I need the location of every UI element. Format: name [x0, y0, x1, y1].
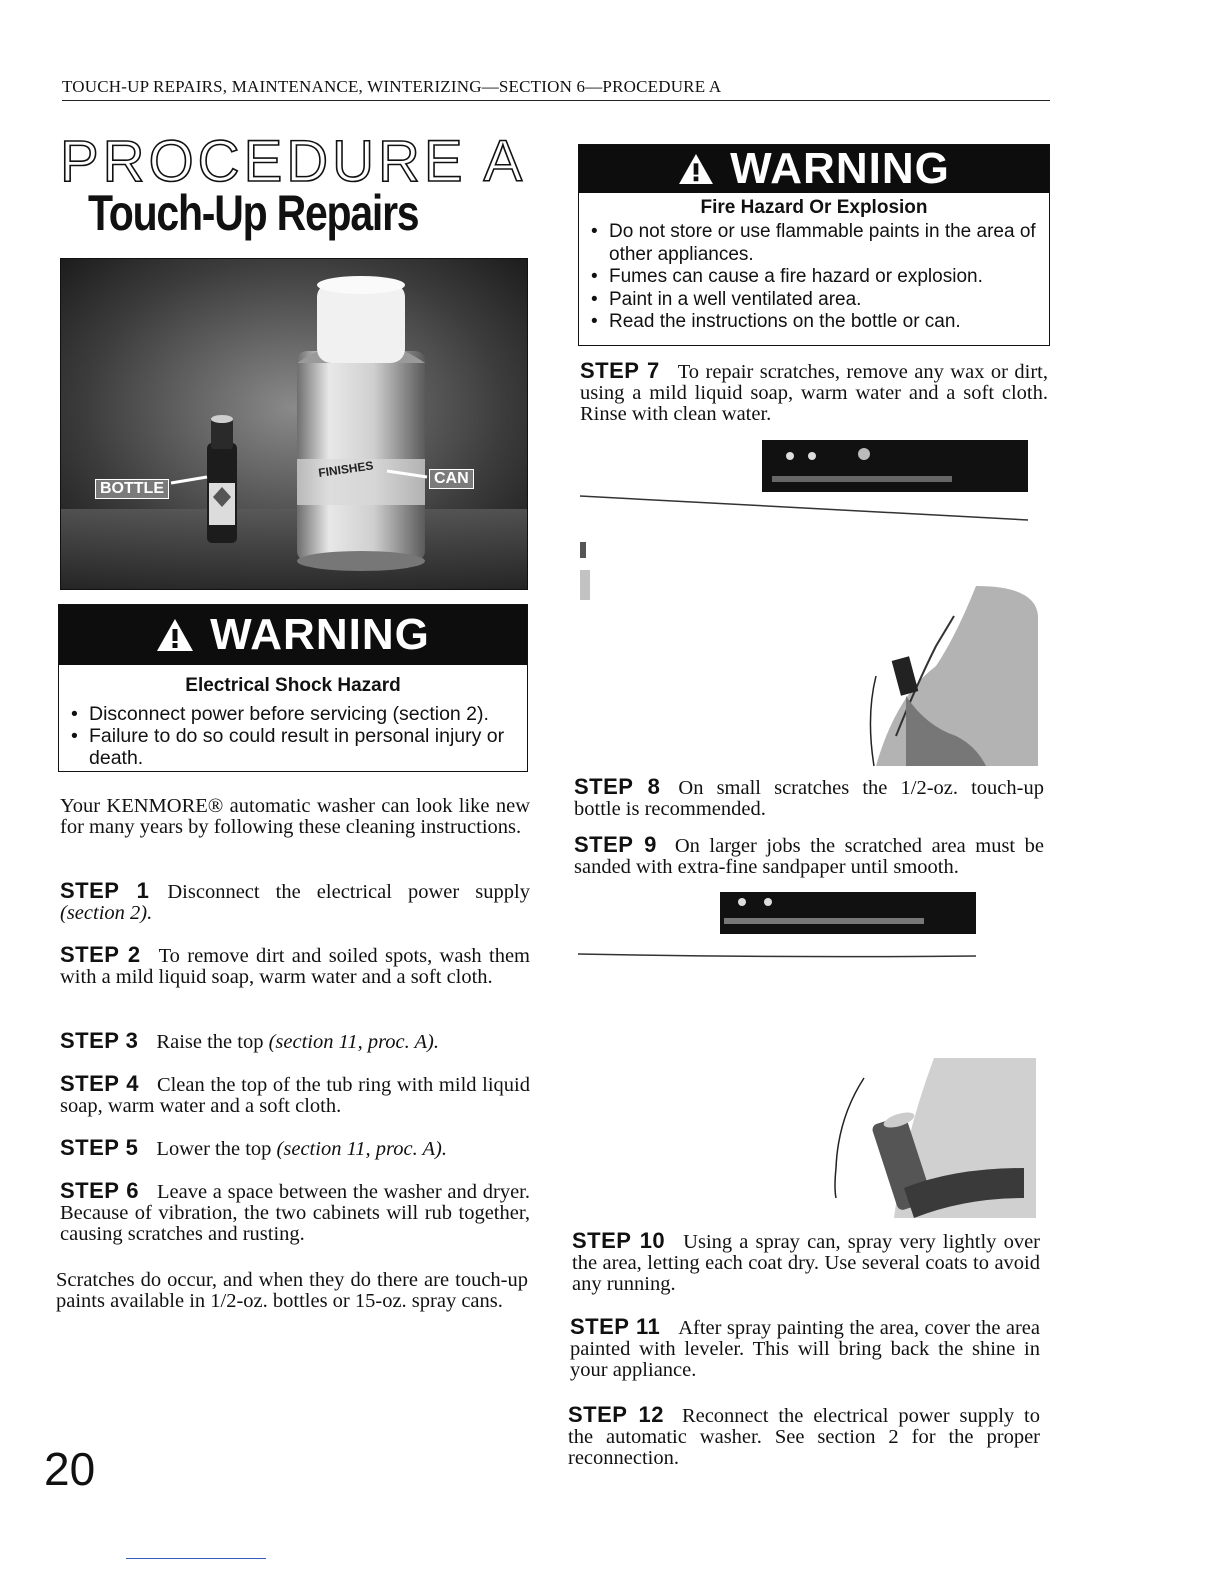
- intro-paragraph: Your KENMORE® automatic washer can look like new for many years by following these cleaning instructions.: [60, 795, 530, 838]
- running-head: TOUCH-UP REPAIRS, MAINTENANCE, WINTERIZING—SECTION 6—PROCEDURE A: [62, 76, 1050, 101]
- page-number: 20: [44, 1443, 96, 1495]
- warning-triangle-icon: [678, 153, 714, 185]
- step-label: STEP 10: [572, 1228, 666, 1253]
- warning-bullet: • Paint in a well ventilated area.: [591, 289, 1039, 312]
- warning-bullet: • Fumes can cause a fire hazard or explosion.: [591, 266, 1039, 289]
- warning-bullet: • Read the instructions on the bottle or can.: [591, 311, 1039, 334]
- warning-bullet: • Do not store or use flammable paints in the area of other appliances.: [591, 221, 1039, 266]
- step-label: STEP 11: [570, 1314, 661, 1339]
- step-text: Leave a space between the washer and dryer. Because of vibration, the two cabinets will rub together, causing scratches and rusting.: [60, 1181, 530, 1245]
- step-label: STEP 8: [574, 774, 661, 799]
- warning-heading: WARNING: [210, 610, 430, 659]
- step-label: STEP 5: [60, 1135, 139, 1160]
- step-9: [574, 834, 1044, 878]
- step-7: [580, 360, 1048, 425]
- step-5: [60, 1137, 530, 1160]
- step-reference: (section 11, proc. A).: [276, 1138, 447, 1160]
- step-3: [60, 1030, 530, 1053]
- step-8: [574, 776, 1044, 820]
- footer-rule: [126, 1558, 266, 1559]
- step-label: STEP 7: [580, 358, 660, 383]
- step-text: Disconnect the electrical power supply: [167, 881, 530, 903]
- step-2: [60, 944, 530, 988]
- procedure-label: PROCEDURE A: [60, 129, 527, 194]
- step-reference: (section 2).: [60, 902, 153, 924]
- step-1: [60, 880, 530, 924]
- step-text: Clean the top of the tub ring with mild liquid soap, warm water and a soft cloth.: [60, 1074, 530, 1117]
- step-label: STEP 4: [60, 1071, 139, 1096]
- step-label: STEP 3: [60, 1028, 139, 1053]
- warning-triangle-icon: [156, 618, 194, 652]
- fire-warning-box: [578, 144, 1050, 346]
- bottle-label: BOTTLE: [95, 479, 169, 499]
- warning-subheading: Fire Hazard Or Explosion: [700, 197, 928, 218]
- step-label: STEP 2: [60, 942, 141, 967]
- spray-can-illustration: [574, 888, 1038, 1222]
- bottle-touch-up-photo: [576, 436, 1040, 768]
- step-4: [60, 1073, 530, 1117]
- step-text: To repair scratches, remove any wax or dirt, using a mild liquid soap, warm water and a soft cloth. Rinse with clean water.: [580, 361, 1048, 425]
- step-label: STEP 6: [60, 1178, 140, 1203]
- step-text: On small scratches the 1/2-oz. touch-up bottle is recommended.: [574, 777, 1044, 820]
- step-12: [568, 1404, 1040, 1469]
- step-6: [60, 1180, 530, 1245]
- step-label: STEP 9: [574, 832, 657, 857]
- step-text: Raise the top: [156, 1031, 264, 1053]
- step-text: On larger jobs the scratched area must be sanded with extra-fine sandpaper until smooth.: [574, 835, 1044, 878]
- electrical-warning-box: [58, 604, 528, 772]
- scratches-note: Scratches do occur, and when they do there are touch-up paints available in 1/2-oz. bottles or 15-oz. spray cans.: [56, 1269, 528, 1312]
- step-text: Reconnect the electrical power supply to the automatic washer. See section 2 for the proper reconnection.: [568, 1405, 1040, 1469]
- step-text: After spray painting the area, cover the area painted with leveler. This will bring back the shine in your appliance.: [570, 1317, 1040, 1381]
- warning-bullet: • Failure to do so could result in personal injury or death.: [71, 725, 517, 769]
- warning-header: [579, 145, 1049, 193]
- warning-heading: WARNING: [730, 144, 950, 193]
- step-text: Using a spray can, spray very lightly over the area, letting each coat dry. Use several coats to avoid any running.: [572, 1231, 1040, 1295]
- step-reference: (section 11, proc. A).: [268, 1031, 440, 1053]
- warning-header: [59, 605, 527, 665]
- step-label: STEP 1: [60, 878, 150, 903]
- step-10: [572, 1230, 1040, 1295]
- step-label: STEP 12: [568, 1402, 664, 1427]
- step-text: To remove dirt and soiled spots, wash them with a mild liquid soap, warm water and a soft cloth.: [60, 945, 530, 988]
- bottle-touch-up-illustration: [576, 436, 1040, 768]
- step-11: [570, 1316, 1040, 1381]
- warning-bullet: • Disconnect power before servicing (section 2).: [71, 703, 517, 725]
- touch-up-products-photo: [60, 258, 528, 590]
- products-illustration: [61, 259, 527, 589]
- step-text: Lower the top: [156, 1138, 272, 1160]
- warning-subheading: Electrical Shock Hazard: [185, 675, 401, 696]
- can-label: CAN: [429, 469, 474, 489]
- spray-can-photo: [574, 888, 1038, 1222]
- page-title: Touch-Up Repairs: [88, 185, 419, 241]
- can-label-text: FINISHES: [317, 458, 375, 480]
